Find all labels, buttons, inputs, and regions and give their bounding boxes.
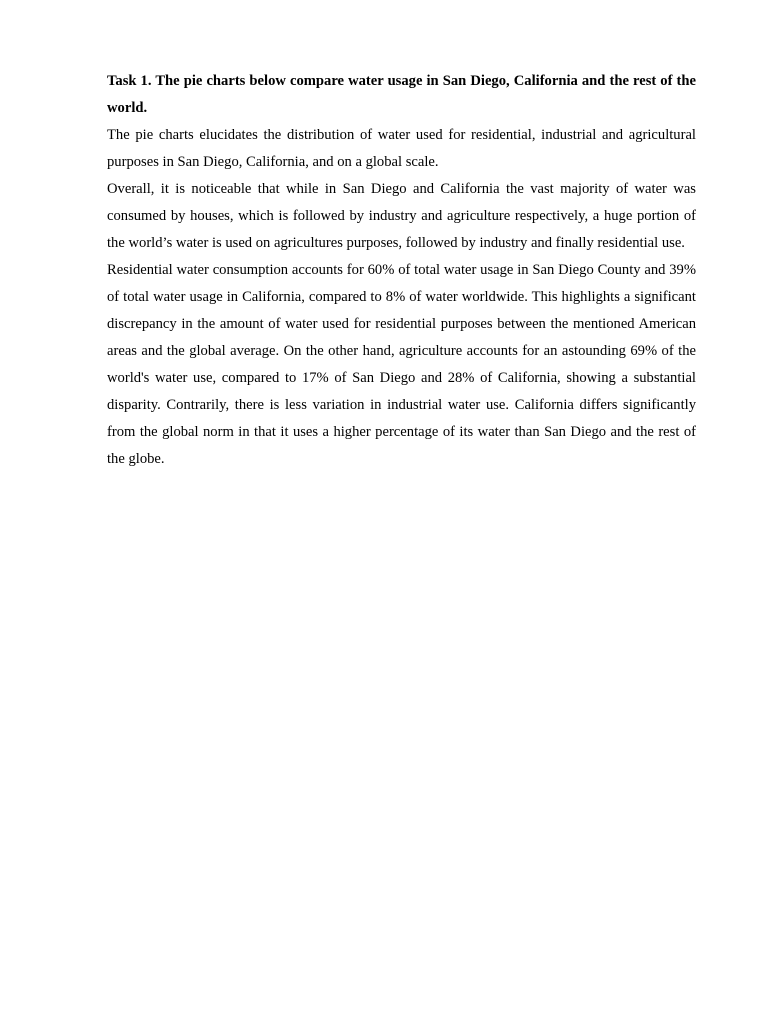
overview-paragraph: Overall, it is noticeable that while in San Diego and California the vast majority of water was consumed by houses, which is followed by industry and agriculture respectively, a huge portion of the world’s water is used on agricultures purposes, followed by industry and finally residential use. bbox=[107, 181, 696, 251]
document-page bbox=[107, 68, 696, 473]
details-paragraph: Residential water consumption accounts for 60% of total water usage in San Diego County and 39% of total water usage in California, compared to 8% of water worldwide. This highlights a significant discrepancy in the amount of water used for residential purposes between the mentioned American areas and the global average. On the other hand, agriculture accounts for an astounding 69% of the world's water use, compared to 17% of San Diego and 28% of California, showing a substantial disparity. Contrarily, there is less variation in industrial water use. California differs significantly from the global norm in that it uses a higher percentage of its water than San Diego and the rest of the globe. bbox=[107, 262, 696, 467]
intro-paragraph: The pie charts elucidates the distribution of water used for residential, industrial and agricultural purposes in San Diego, California, and on a global scale. bbox=[107, 127, 696, 170]
task-title: Task 1. The pie charts below compare water usage in San Diego, California and the rest of the world. bbox=[107, 73, 696, 116]
